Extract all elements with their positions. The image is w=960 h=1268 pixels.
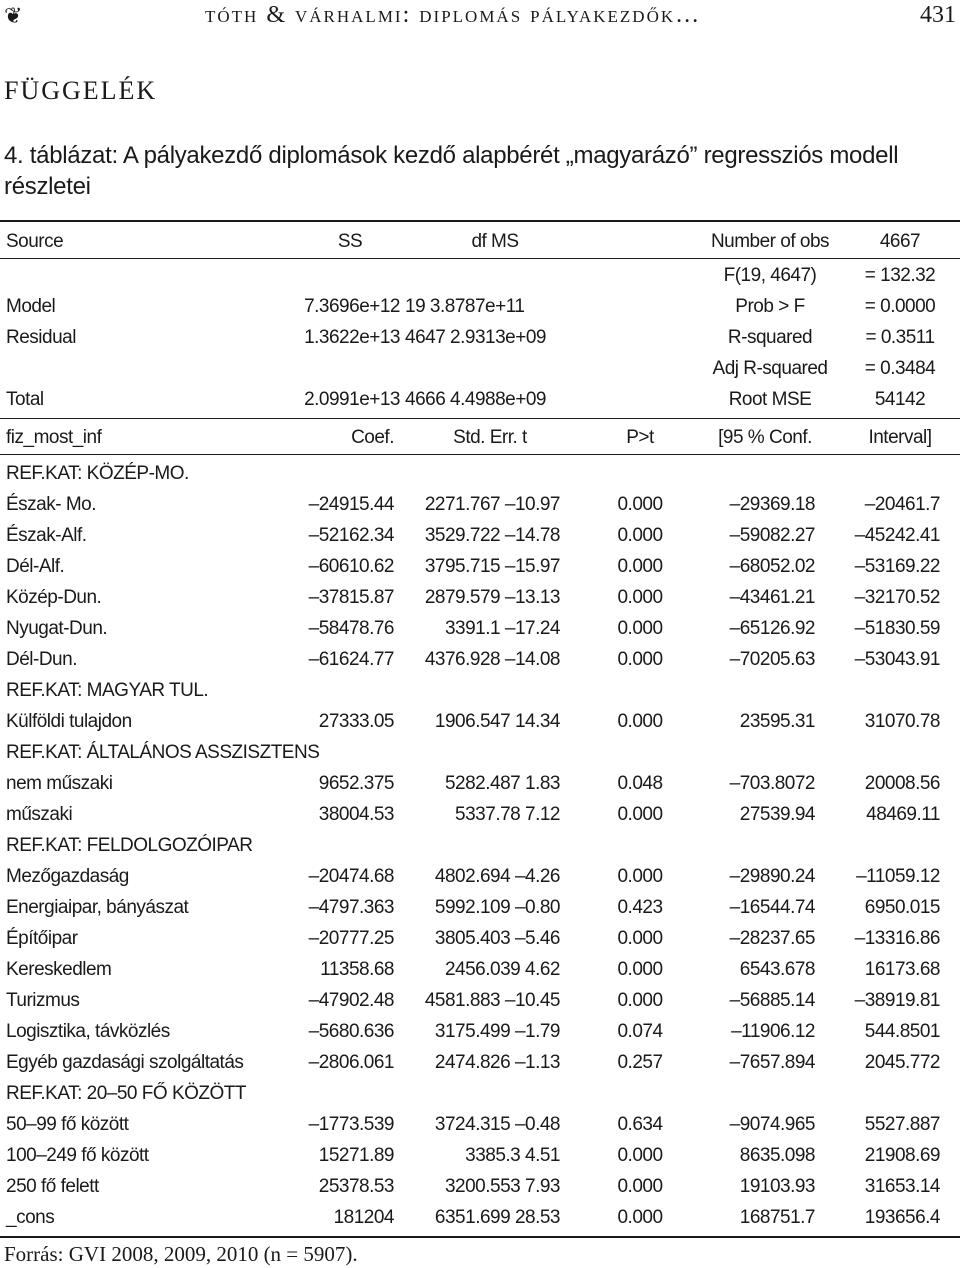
anova-row [0,322,960,353]
coef-header-se-t: Std. Err. t [453,427,527,448]
coef-header-ci-low: [95 % Conf. [718,427,812,448]
coef-row-label: Nyugat-Dun. [6,618,108,639]
coef-row-coef: –1773.539 [308,1114,394,1135]
coef-row-se-t: 3529.722 –14.78 [424,525,560,546]
coef-header-row [0,422,960,453]
coef-row-ci-high: 31653.14 [864,1176,940,1197]
coef-row-coef: –52162.34 [308,525,394,546]
coef-row-ci-high: –53169.22 [854,556,940,577]
section-title: FÜGGELÉK [4,76,158,105]
coef-row-ci-high: 16173.68 [864,959,940,980]
coef-row-ci-high: 2045.772 [864,1052,940,1073]
coef-row-p: 0.000 [617,711,663,732]
coef-row-label: Logisztika, távközlés [6,1021,170,1042]
coef-row-se-t: 5337.78 7.12 [455,804,560,825]
anova-row-df-ms: 19 3.8787e+11 [405,296,525,317]
anova-header-df-ms: df MS [471,231,519,252]
coef-row-se-t: 2271.767 –10.97 [424,494,560,515]
coef-row-se-t: 4802.694 –4.26 [434,866,560,887]
coef-row-coef: –60610.62 [308,556,394,577]
anova-row-stat-label: R-squared [727,327,813,348]
coef-row-ci-low: –28237.65 [729,928,815,949]
anova-header-source: Source [6,231,64,252]
coef-row [0,1202,960,1233]
coef-row-coef: –5680.636 [308,1021,394,1042]
coef-row-ci-low: –9074.965 [729,1114,815,1135]
anova-row-stat-label: Root MSE [728,389,812,410]
coef-row-se-t: 2456.039 4.62 [444,959,560,980]
coef-row [0,923,960,954]
coef-row-label: nem műszaki [6,773,113,794]
coef-row-ci-high: –32170.52 [854,587,940,608]
coef-row-ci-high: –53043.91 [854,649,940,670]
coef-row-ci-low: –11906.12 [731,1021,815,1042]
coef-row-coef: 25378.53 [318,1176,394,1197]
coef-row-p: 0.000 [617,804,663,825]
anova-row-ss: 7.3696e+12 [304,296,400,317]
coef-row-coef: 9652.375 [318,773,394,794]
coef-row-ci-high: –11059.12 [856,866,940,887]
anova-header-row [0,226,960,257]
coef-row-coef: –47902.48 [308,990,394,1011]
coef-row-ci-high: 544.8501 [864,1021,940,1042]
coef-row-p: 0.000 [617,866,663,887]
coef-row [0,985,960,1016]
anova-row-stat-value: = 0.0000 [864,296,936,317]
coef-row-ci-low: –59082.27 [729,525,815,546]
coef-row-label: Külföldi tulajdon [6,711,132,732]
coef-row-ci-low: –56885.14 [729,990,815,1011]
coef-row-p: 0.000 [617,649,663,670]
coef-row-label: Mezőgazdaság [6,866,129,887]
coef-row [0,892,960,923]
reference-category-row [0,1078,960,1109]
anova-row-stat-value: 54142 [874,389,926,410]
coef-row-ci-low: 19103.93 [739,1176,815,1197]
coef-header-variable: fiz_most_inf [6,427,102,448]
coef-row [0,551,960,582]
coef-row-p: 0.000 [617,990,663,1011]
coef-row-label: Észak-Alf. [6,525,87,546]
coef-row-label: REF.KAT: KÖZÉP-MO. [6,463,189,484]
coef-row-ci-high: –38919.81 [854,990,940,1011]
coef-row-p: 0.000 [617,525,663,546]
coef-row-se-t: 1906.547 14.34 [434,711,560,732]
running-head [0,0,960,36]
anova-row-stat-value: = 132.32 [864,265,936,286]
running-title: tóth & várhalmi: diplomás pályakezdők… [205,2,702,28]
coef-row-se-t: 4376.928 –14.08 [424,649,560,670]
anova-row [0,291,960,322]
table-bottom-rule [0,1236,960,1238]
coef-row [0,1016,960,1047]
anova-row-ss: 2.0991e+13 [304,389,400,410]
coef-row-coef: –24915.44 [308,494,394,515]
coef-row [0,768,960,799]
coef-row-label: műszaki [6,804,73,825]
coef-row [0,954,960,985]
anova-header-stat-value: 4667 [879,231,921,252]
coef-row-p: 0.000 [617,959,663,980]
coef-row-ci-low: 168751.7 [739,1207,815,1228]
reference-category-row [0,458,960,489]
anova-row-stat-value: = 0.3511 [865,327,935,348]
coef-row-se-t: 3200.553 7.93 [444,1176,560,1197]
coef-row-se-t: 5282.487 1.83 [444,773,560,794]
coef-row-label: REF.KAT: ÁLTALÁNOS ASSZISZTENS [6,742,320,763]
coef-row [0,613,960,644]
anova-header-rule [0,258,960,259]
coef-row [0,520,960,551]
reference-category-row [0,830,960,861]
coef-row-ci-high: –13316.86 [854,928,940,949]
coef-row [0,582,960,613]
coef-row-label: Kereskedlem [6,959,112,980]
table-top-rule [0,220,960,222]
coef-row-label: 100–249 fő között [6,1145,149,1166]
coef-row-coef: –2806.061 [308,1052,394,1073]
coef-row-ci-high: 6950.015 [864,897,940,918]
coef-row-ci-high: –20461.7 [864,494,940,515]
anova-row [0,384,960,415]
coef-row-label: Közép-Dun. [6,587,102,608]
coef-row-p: 0.000 [617,928,663,949]
coef-row-p: 0.634 [617,1114,663,1135]
coef-row-ci-low: –43461.21 [729,587,815,608]
anova-row-df-ms: 4647 2.9313e+09 [405,327,546,348]
coef-row-ci-low: 23595.31 [739,711,815,732]
coef-row [0,1047,960,1078]
coef-row-ci-low: –65126.92 [729,618,815,639]
anova-row-label: Model [6,296,56,317]
anova-row-stat-label: Adj R-squared [712,358,828,379]
coef-row-label: Egyéb gazdasági szolgáltatás [6,1052,244,1073]
coef-row-se-t: 3805.403 –5.46 [434,928,560,949]
anova-row [0,353,960,384]
coef-row-label: REF.KAT: 20–50 FŐ KÖZÖTT [6,1083,246,1104]
coef-row-ci-high: 20008.56 [864,773,940,794]
coef-row-p: 0.423 [617,897,663,918]
coef-row-se-t: 4581.883 –10.45 [424,990,560,1011]
coef-row-label: Dél-Alf. [6,556,65,577]
coef-row-label: Dél-Dun. [6,649,77,670]
coef-row-label: Építőipar [6,928,78,949]
coef-row-label: REF.KAT: FELDOLGOZÓIPAR [6,835,253,856]
reference-category-row [0,737,960,768]
coef-row-p: 0.000 [617,1145,663,1166]
coef-row-se-t: 2879.579 –13.13 [424,587,560,608]
coef-row-coef: –20777.25 [308,928,394,949]
coef-row-p: 0.000 [617,556,663,577]
coef-row-ci-high: 48469.11 [866,804,940,825]
coef-row-ci-low: 6543.678 [739,959,815,980]
coef-row-coef: 15271.89 [318,1145,394,1166]
coef-row-coef: 181204 [333,1207,394,1228]
coef-header-ci-high: Interval] [868,427,932,448]
coef-row-coef: 38004.53 [318,804,394,825]
coef-row-ci-low: –29890.24 [729,866,815,887]
coef-row-coef: –4797.363 [308,897,394,918]
fleuron-icon: ❦ [4,4,23,29]
reference-category-row [0,675,960,706]
coef-row [0,1171,960,1202]
coef-row [0,1140,960,1171]
anova-row-stat-label: F(19, 4647) [723,265,817,286]
coef-header-rule [0,454,960,455]
coef-row-coef: 11358.68 [320,959,394,980]
coef-header-coef: Coef. [351,427,394,448]
coef-row-coef: –61624.77 [308,649,394,670]
table-caption: 4. táblázat: A pályakezdő diplomások kezdő alapbérét „magyarázó” regressziós modell részletei [4,142,899,200]
coef-row-p: 0.257 [617,1052,663,1073]
anova-header-stat-label: Number of obs [710,231,830,252]
coef-row-label: Energiaipar, bányászat [6,897,189,918]
anova-row [0,260,960,291]
coef-row-label: Turizmus [6,990,80,1011]
page-number: 431 [920,2,956,28]
coef-row-ci-high: 5527.887 [864,1114,940,1135]
coef-row [0,706,960,737]
coef-row [0,1109,960,1140]
anova-row-stat-value: = 0.3484 [864,358,936,379]
anova-header-ss: SS [337,231,363,252]
coef-row-ci-low: –16544.74 [729,897,815,918]
coef-row-ci-low: –70205.63 [729,649,815,670]
coef-row-se-t: 3724.315 –0.48 [434,1114,560,1135]
coef-row-se-t: 3391.1 –17.24 [444,618,560,639]
anova-row-label: Residual [6,327,76,348]
coef-row [0,489,960,520]
coef-row-p: 0.000 [617,618,663,639]
coef-row-p: 0.000 [617,1207,663,1228]
coef-row-ci-low: –703.8072 [729,773,815,794]
coef-row-p: 0.000 [617,1176,663,1197]
coef-row-label: REF.KAT: MAGYAR TUL. [6,680,209,701]
coef-row-se-t: 3385.3 4.51 [465,1145,560,1166]
anova-bottom-rule [0,418,960,419]
coef-header-p: P>t [626,427,654,448]
coef-row-se-t: 3795.715 –15.97 [424,556,560,577]
coef-row-coef: 27333.05 [318,711,394,732]
anova-row-ss: 1.3622e+13 [304,327,400,348]
coef-row-p: 0.048 [617,773,663,794]
coef-row [0,644,960,675]
coef-row-label: _cons [6,1207,55,1228]
coef-row-p: 0.074 [617,1021,663,1042]
coef-row-se-t: 3175.499 –1.79 [434,1021,560,1042]
coef-row-p: 0.000 [617,494,663,515]
anova-row-df-ms: 4666 4.4988e+09 [405,389,546,410]
coef-row-se-t: 5992.109 –0.80 [434,897,560,918]
coef-row-ci-high: 21908.69 [864,1145,940,1166]
coef-row-ci-low: 8635.098 [739,1145,815,1166]
coef-row-p: 0.000 [617,587,663,608]
coef-row-coef: –58478.76 [308,618,394,639]
coef-row [0,861,960,892]
coef-row-label: 50–99 fő között [6,1114,129,1135]
coef-row-se-t: 2474.826 –1.13 [434,1052,560,1073]
coef-row-label: Észak- Mo. [6,494,97,515]
coef-row-ci-high: –45242.41 [854,525,940,546]
coef-row-ci-low: 27539.94 [739,804,815,825]
coef-row-coef: –20474.68 [308,866,394,887]
coef-row-ci-low: –29369.18 [729,494,815,515]
anova-row-stat-label: Prob > F [735,296,805,317]
coef-row-coef: –37815.87 [308,587,394,608]
coef-row-ci-high: 31070.78 [864,711,940,732]
anova-row-label: Total [6,389,44,410]
coef-row-ci-high: 193656.4 [864,1207,940,1228]
coef-row-ci-low: –68052.02 [729,556,815,577]
coef-row-ci-low: –7657.894 [729,1052,815,1073]
coef-row-se-t: 6351.699 28.53 [434,1207,560,1228]
source-note: Forrás: GVI 2008, 2009, 2010 (n = 5907). [4,1242,358,1266]
coef-row-ci-high: –51830.59 [854,618,940,639]
coef-row-label: 250 fő felett [6,1176,99,1197]
coef-row [0,799,960,830]
